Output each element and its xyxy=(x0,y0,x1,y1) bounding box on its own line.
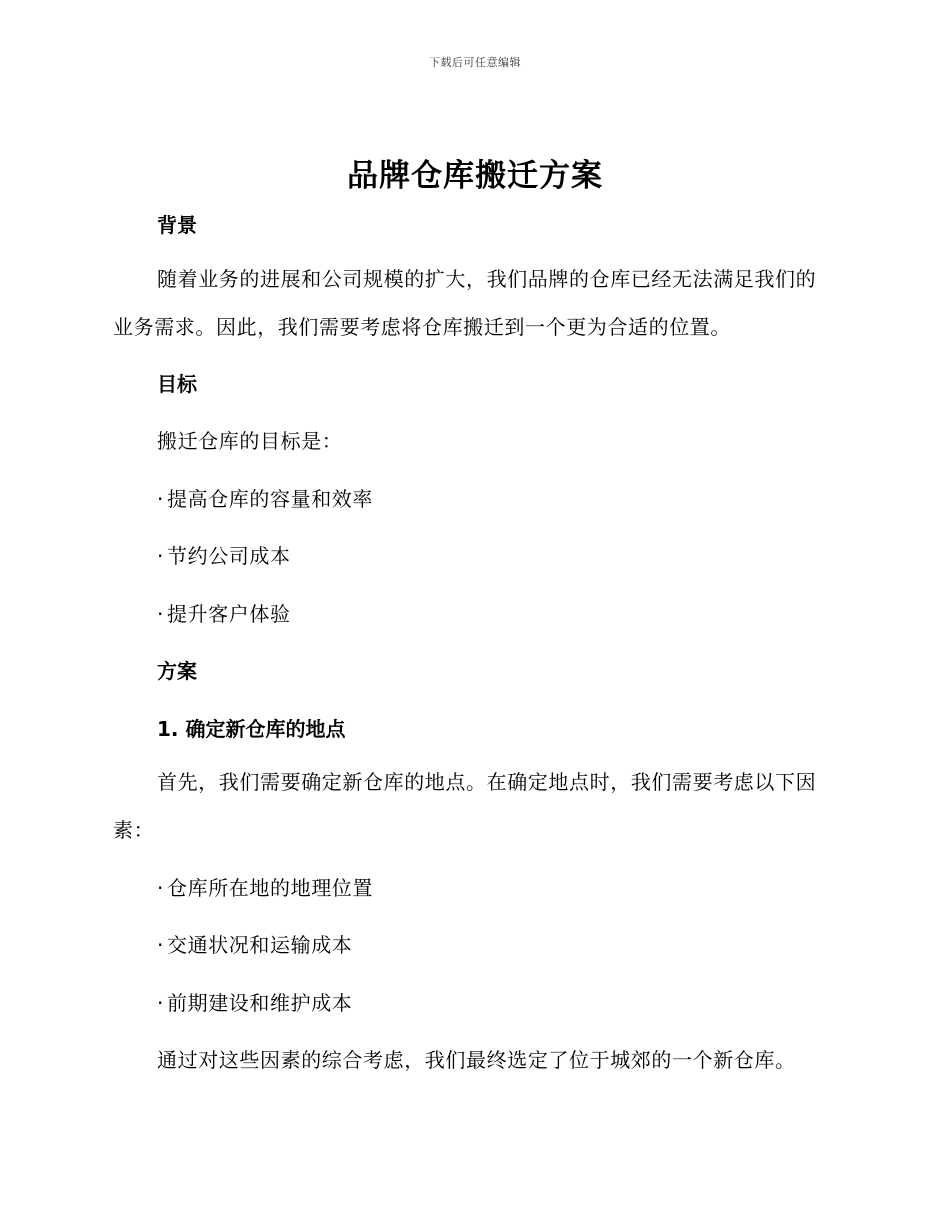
header-note: 下载后可任意编辑 xyxy=(429,56,521,69)
bullet-dot-icon: · xyxy=(157,933,164,957)
background-paragraph: 随着业务的进展和公司规模的扩大，我们品牌的仓库已经无法满足我们的业务需求。因此，我们需要考虑将仓库搬迁到一个更为合适的位置。 xyxy=(113,267,817,339)
section-heading-background: 背景 xyxy=(157,213,197,237)
factor-item xyxy=(157,929,352,958)
bullet-dot-icon: · xyxy=(157,487,164,511)
factor-item xyxy=(157,987,352,1016)
factor-item-text: 前期建设和维护成本 xyxy=(167,991,353,1015)
section-heading-goals: 目标 xyxy=(157,372,197,396)
bullet-dot-icon: · xyxy=(157,876,164,900)
plan-conclusion: 通过对这些因素的综合考虑，我们最终选定了位于城郊的一个新仓库。 xyxy=(157,1048,796,1072)
bullet-dot-icon: · xyxy=(157,544,164,568)
factor-item-text: 仓库所在地的地理位置 xyxy=(167,876,373,900)
goal-item xyxy=(157,598,291,627)
goal-item xyxy=(157,483,373,512)
document-title: 品牌仓库搬迁方案 xyxy=(347,158,603,194)
factor-item xyxy=(157,872,373,901)
plan-step1-heading: 1. 确定新仓库的地点 xyxy=(157,717,346,741)
goal-item-text: 提升客户体验 xyxy=(167,602,291,626)
goal-item-text: 节约公司成本 xyxy=(167,544,291,568)
plan-step1-paragraph: 首先，我们需要确定新仓库的地点。在确定地点时，我们需要考虑以下因素： xyxy=(113,770,817,842)
factor-item-text: 交通状况和运输成本 xyxy=(167,933,353,957)
goals-intro: 搬迁仓库的目标是： xyxy=(157,429,343,453)
goal-item-text: 提高仓库的容量和效率 xyxy=(167,487,373,511)
bullet-dot-icon: · xyxy=(157,991,164,1015)
goal-item xyxy=(157,540,291,569)
bullet-dot-icon: · xyxy=(157,602,164,626)
section-heading-plan: 方案 xyxy=(157,659,197,683)
